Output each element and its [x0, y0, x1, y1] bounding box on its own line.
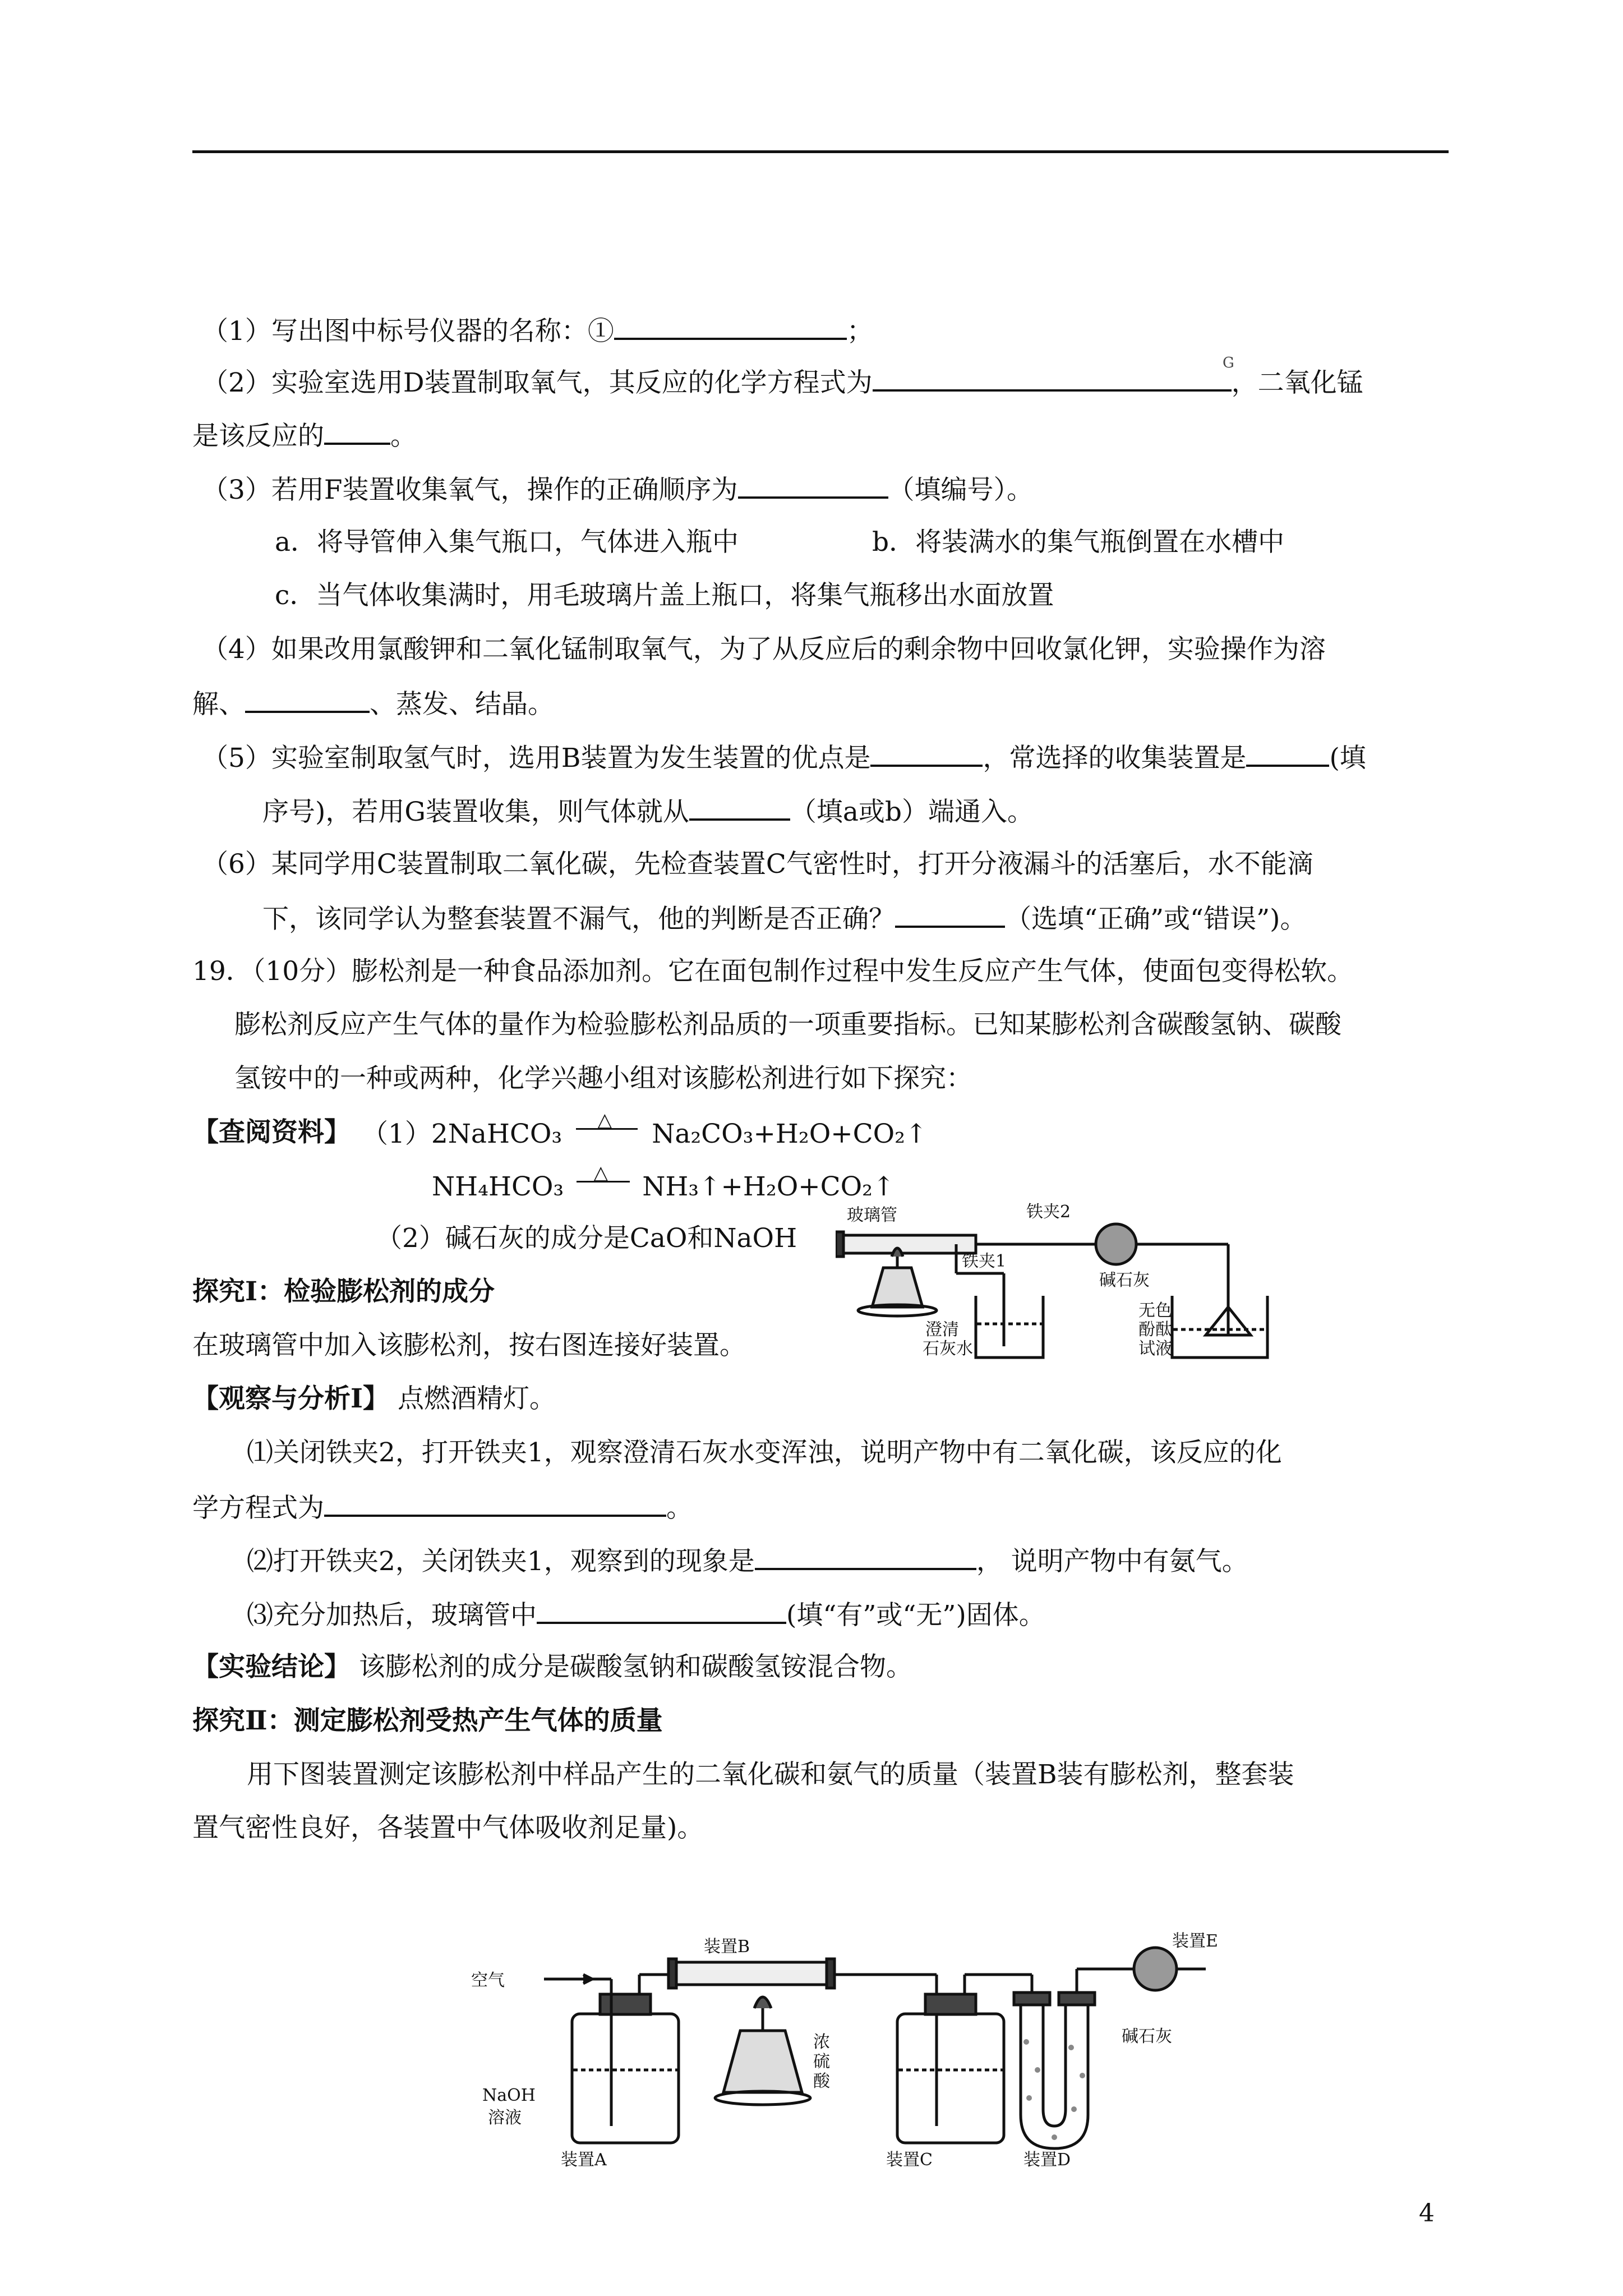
label-glass-tube: 玻璃管 [847, 1205, 897, 1225]
reference-heading: 【查阅资料】 [192, 1117, 351, 1148]
conclusion: 【实验结论】 该膨松剂的成分是碳酸氢钠和碳酸氢铵混合物。 [192, 1651, 912, 1682]
q5: （5）实验室制取氢气时，选用B装置为发生装置的优点是 ，常选择的收集装置是 (填 [202, 739, 1366, 776]
answer-blank[interactable] [870, 739, 983, 767]
label-device-c: 装置C [886, 2150, 933, 2170]
label-device-e: 装置E [1172, 1931, 1218, 1951]
header-rule [192, 150, 1449, 153]
answer-blank[interactable] [614, 312, 847, 340]
label-naoh: NaOH [482, 2086, 536, 2105]
stray-mark: G [1223, 355, 1234, 371]
obs-p2: ⑵打开铁夹2，关闭铁夹1，观察到的现象是 ， 说明产物中有氨气。 [247, 1542, 1248, 1580]
answer-blank[interactable] [895, 900, 1005, 928]
answer-blank[interactable] [738, 471, 888, 499]
label-soda-lime-2: 碱石灰 [1122, 2027, 1172, 2046]
label-air: 空气 [471, 1971, 505, 1990]
q4: （4）如果改用氯酸钾和二氧化锰制取氧气，为了从反应后的剩余物中回收氯化钾，实验操作为溶 [202, 634, 1326, 665]
q1: （1）写出图中标号仪器的名称：① ； [202, 312, 873, 349]
q6: （6）某同学用C装置制取二氧化碳，先检查装置C气密性时，打开分液漏斗的活塞后，水不能滴 [202, 849, 1313, 880]
obs-p1: ⑴关闭铁夹2，打开铁夹1，观察澄清石灰水变浑浊，说明产物中有二氧化碳，该反应的化 [247, 1437, 1282, 1468]
q3-option-b: b．将装满水的集气瓶倒置在水槽中 [872, 527, 1285, 558]
label-acid-3: 酸 [813, 2072, 830, 2091]
observation-heading: 【观察与分析Ⅰ】 点燃酒精灯。 [192, 1383, 556, 1414]
q3: （3）若用F装置收集氧气，操作的正确顺序为 （填编号）。 [202, 471, 1033, 508]
q4-line2: 解、 、蒸发、结晶。 [192, 685, 554, 723]
label-naoh-solution: 溶液 [488, 2108, 522, 2128]
q19-line1: 19．（10分）膨松剂是一种食品添加剂。它在面包制作过程中发生反应产生气体，使面包变得松软。 [192, 956, 1354, 987]
q19-line2: 膨松剂反应产生气体的量作为检验膨松剂品质的一项重要指标。已知某膨松剂含碳酸氢钠、碳酸 [234, 1009, 1341, 1040]
q3-option-a: a．将导管伸入集气瓶口，气体进入瓶中 [275, 527, 739, 558]
label-phenol-3: 试液 [1138, 1339, 1172, 1359]
label-soda-lime: 碱石灰 [1099, 1271, 1150, 1290]
page-number: 4 [1419, 2199, 1435, 2228]
explore-1-text: 在玻璃管中加入该膨松剂，按右图连接好装置。 [192, 1330, 746, 1361]
obs-p3: ⑶充分加热后，玻璃管中 (填“有”或“无”)固体。 [247, 1596, 1045, 1634]
answer-blank[interactable] [873, 364, 1232, 392]
label-clamp-1: 铁夹1 [962, 1251, 1007, 1271]
answer-blank[interactable] [324, 417, 390, 445]
label-acid-1: 浓 [813, 2032, 830, 2052]
label-phenol-2: 酚酞 [1138, 1320, 1172, 1340]
obs-p1b: 学方程式为 。 [192, 1489, 693, 1526]
label-limewater-2: 石灰水 [923, 1339, 973, 1359]
q5-line2: 序号)，若用G装置收集，则气体就从 （填a或b）端通入。 [262, 793, 1034, 830]
answer-blank[interactable] [1246, 739, 1329, 767]
answer-blank[interactable] [537, 1596, 786, 1624]
explore-1-heading: 探究Ⅰ：检验膨松剂的成分 [192, 1276, 495, 1307]
heat-arrow: △ [570, 1115, 643, 1143]
answer-blank[interactable] [755, 1542, 976, 1570]
label-phenol-1: 无色 [1138, 1301, 1172, 1320]
apparatus-figure-1 [836, 1195, 1284, 1363]
answer-blank[interactable] [324, 1489, 666, 1517]
equation-1: （1）2NaHCO₃ △ Na₂CO₃+H₂O+CO₂↑ [362, 1109, 928, 1149]
label-clamp-2: 铁夹2 [1026, 1202, 1071, 1222]
apparatus-figure-2 [460, 1930, 1245, 2171]
answer-blank[interactable] [689, 793, 790, 821]
label-acid-2: 硫 [813, 2052, 830, 2072]
q2: （2）实验室选用D装置制取氧气，其反应的化学方程式为 ，二氧化锰 [202, 364, 1363, 401]
q3-option-c: c．当气体收集满时，用毛玻璃片盖上瓶口，将集气瓶移出水面放置 [275, 580, 1054, 611]
label-device-b: 装置B [704, 1937, 750, 1957]
explore-2-p2: 置气密性良好，各装置中气体吸收剂足量)。 [192, 1812, 704, 1843]
equation-2: NH₄HCO₃ △ NH₃↑+H₂O+CO₂↑ [432, 1162, 895, 1202]
soda-lime-note: （2）碱石灰的成分是CaO和NaOH [376, 1223, 797, 1254]
label-limewater-1: 澄清 [925, 1320, 959, 1340]
q19-line3: 氢铵中的一种或两种，化学兴趣小组对该膨松剂进行如下探究： [234, 1063, 972, 1094]
explore-2-heading: 探究Ⅱ：测定膨松剂受热产生气体的质量 [192, 1705, 663, 1736]
heat-arrow: △ [572, 1167, 634, 1195]
q6-line2: 下，该同学认为整套装置不漏气，他的判断是否正确？ （选填“正确”或“错误”)。 [262, 900, 1306, 937]
q2-line2: 是该反应的 。 [192, 417, 417, 454]
label-device-d: 装置D [1023, 2150, 1071, 2170]
explore-2-p1: 用下图装置测定该膨松剂中样品产生的二氧化碳和氨气的质量（装置B装有膨松剂，整套装 [247, 1759, 1294, 1790]
label-device-a: 装置A [561, 2150, 607, 2170]
answer-blank[interactable] [245, 685, 370, 713]
